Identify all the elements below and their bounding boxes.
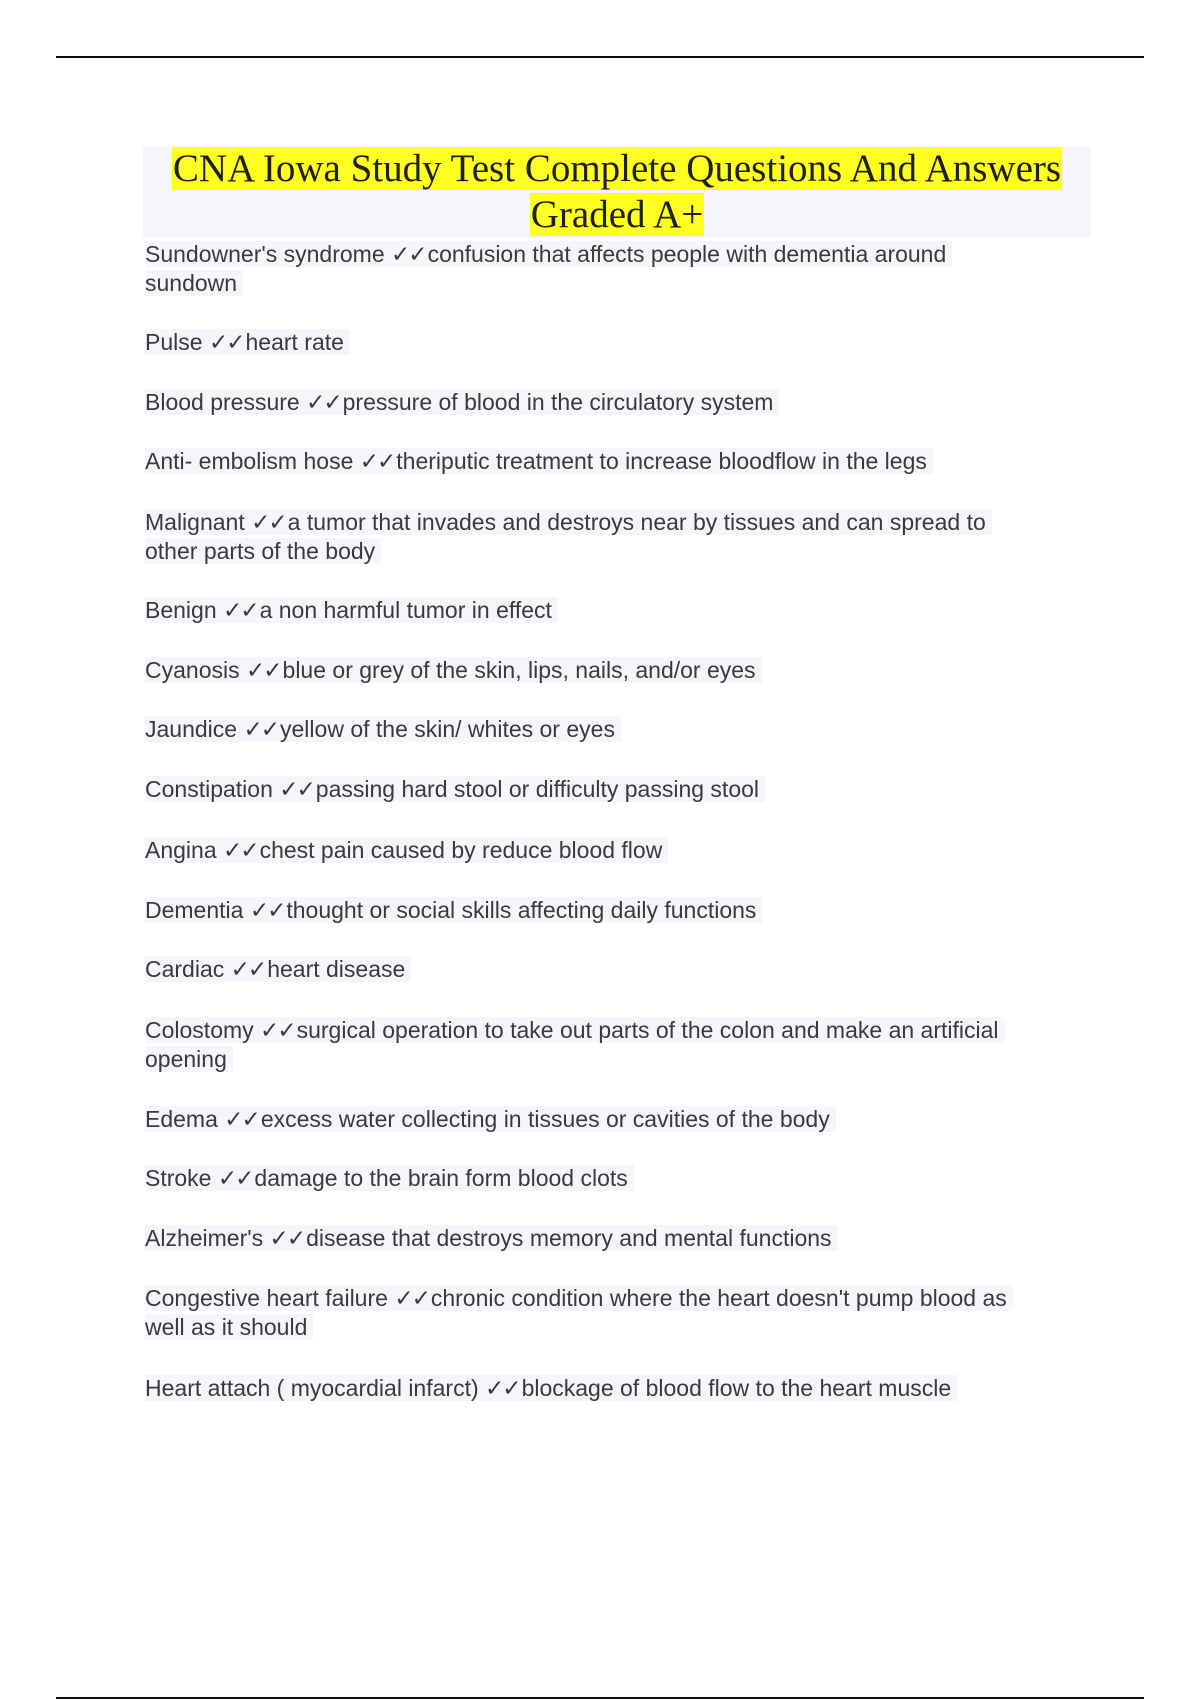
entry-definition: heart disease [267, 956, 406, 982]
entry-line [145, 597, 558, 623]
double-check-icon: ✓✓ [279, 776, 314, 802]
list-item [145, 836, 668, 865]
title-block [143, 146, 1091, 238]
entry-continuation: other parts of the body [145, 538, 381, 564]
list-item [145, 1105, 836, 1134]
entry-term: Malignant [145, 509, 252, 535]
entry-definition: pressure of blood in the circulatory system [342, 389, 774, 415]
entry-definition: passing hard stool or difficulty passing stool [315, 776, 760, 802]
double-check-icon: ✓✓ [243, 716, 279, 742]
double-check-icon: ✓✓ [306, 389, 341, 415]
double-check-icon: ✓✓ [208, 329, 244, 355]
entry-definition: a tumor that invades and destroys near by tissues and can spread to [287, 509, 986, 535]
double-check-icon: ✓✓ [245, 657, 281, 683]
double-check-icon: ✓✓ [224, 1106, 259, 1132]
entry-definition: theriputic treatment to increase bloodflow in the legs [396, 448, 927, 474]
entry-definition: blue or grey of the skin, lips, nails, and/or eyes [282, 657, 756, 683]
entry-term: Jaundice [145, 716, 244, 742]
list-item [145, 447, 933, 476]
entry-line [145, 1106, 836, 1132]
entry-line [145, 716, 621, 742]
entry-term: Benign [145, 597, 224, 623]
entry-definition: disease that destroys memory and mental functions [306, 1225, 832, 1251]
entry-definition: heart rate [245, 329, 344, 355]
entry-line [145, 1225, 838, 1251]
entry-definition: yellow of the skin/ whites or eyes [280, 716, 615, 742]
list-item [145, 1224, 838, 1253]
entry-line [145, 389, 779, 415]
entry-definition: damage to the brain form blood clots [254, 1165, 628, 1191]
entry-definition: surgical operation to take out parts of the colon and make an artificial [296, 1017, 999, 1043]
double-check-icon: ✓✓ [260, 1017, 295, 1043]
entry-continuation: opening [145, 1046, 233, 1072]
entry-term: Anti- embolism hose [145, 448, 360, 474]
list-item [145, 1374, 957, 1403]
double-check-icon: ✓✓ [391, 241, 426, 267]
entry-definition: thought or social skills affecting daily functions [286, 897, 757, 923]
entry-term: Colostomy [145, 1017, 261, 1043]
list-item [145, 1164, 634, 1193]
entry-term: Alzheimer's [145, 1225, 270, 1251]
title-line-1: CNA Iowa Study Test Complete Questions And Answers [172, 147, 1062, 190]
double-check-icon: ✓✓ [394, 1285, 429, 1311]
double-check-icon: ✓✓ [230, 956, 266, 982]
entry-line [145, 657, 762, 683]
list-item [145, 240, 952, 298]
entry-term: Constipation [145, 776, 280, 802]
entry-line [145, 448, 933, 474]
entry-continuation: sundown [145, 270, 243, 296]
double-check-icon: ✓✓ [269, 1225, 305, 1251]
entry-line [145, 329, 350, 355]
entry-term: Pulse [145, 329, 209, 355]
list-item [145, 715, 621, 744]
entry-term: Congestive heart failure [145, 1285, 395, 1311]
entry-definition: a non harmful tumor in effect [259, 597, 552, 623]
entry-line [145, 1285, 1013, 1311]
entry-line [145, 1375, 957, 1401]
double-check-icon: ✓✓ [359, 448, 395, 474]
entry-line [145, 1165, 634, 1191]
entry-definition: blockage of blood flow to the heart muscle [521, 1375, 952, 1401]
title-line-2: Graded A+ [530, 193, 704, 236]
double-check-icon: ✓✓ [485, 1375, 520, 1401]
bottom-rule [56, 1697, 1144, 1699]
list-item [145, 596, 558, 625]
entry-line [145, 897, 762, 923]
entry-line [145, 837, 668, 863]
top-rule [56, 56, 1144, 58]
entry-definition: chronic condition where the heart doesn't pump blood as [430, 1285, 1007, 1311]
entry-term: Dementia [145, 897, 250, 923]
list-item [145, 388, 779, 417]
entry-definition: excess water collecting in tissues or cavities of the body [260, 1106, 830, 1132]
document-title [143, 146, 1091, 238]
entry-line [145, 509, 992, 535]
list-item [145, 775, 765, 804]
entry-term: Cardiac [145, 956, 231, 982]
entry-term: Cyanosis [145, 657, 246, 683]
entry-term: Edema [145, 1106, 225, 1132]
list-item [145, 508, 992, 566]
entry-term: Heart attach ( myocardial infarct) [145, 1375, 486, 1401]
entry-line [145, 956, 411, 982]
entry-continuation: well as it should [145, 1314, 313, 1340]
list-item [145, 955, 411, 984]
entry-term: Stroke [145, 1165, 218, 1191]
entry-term: Angina [145, 837, 224, 863]
double-check-icon: ✓✓ [217, 1165, 253, 1191]
double-check-icon: ✓✓ [223, 597, 258, 623]
double-check-icon: ✓✓ [223, 837, 258, 863]
entry-definition: confusion that affects people with dementia around [427, 241, 947, 267]
list-item [145, 1284, 1013, 1342]
list-item [145, 656, 762, 685]
entry-line [145, 1017, 1005, 1043]
double-check-icon: ✓✓ [251, 509, 286, 535]
list-item [145, 1016, 1005, 1074]
entry-term: Sundowner's syndrome [145, 241, 392, 267]
entry-definition: chest pain caused by reduce blood flow [259, 837, 663, 863]
entry-line [145, 241, 952, 267]
entry-line [145, 776, 765, 802]
entry-term: Blood pressure [145, 389, 307, 415]
list-item [145, 896, 762, 925]
list-item [145, 328, 350, 357]
double-check-icon: ✓✓ [249, 897, 285, 923]
